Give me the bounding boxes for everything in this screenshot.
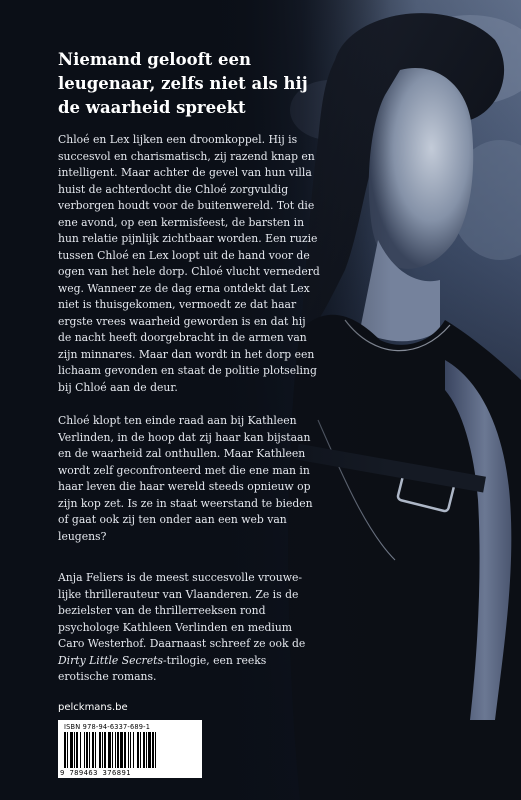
author-bio — [58, 570, 320, 686]
barcode-bar — [76, 732, 78, 768]
barcode-bar — [95, 732, 96, 768]
barcode-bar — [74, 732, 75, 768]
barcode-bar — [80, 732, 81, 768]
barcode-bar — [124, 732, 126, 768]
barcode-bar — [115, 732, 116, 768]
barcode-bar — [70, 732, 73, 768]
barcode-bar — [99, 732, 101, 768]
synopsis-paragraph-1: Chloé en Lex lijken een droomkoppel. Hij is succesvol en charismatisch, zij razend knap en intelligent. Maar achter de gevel van hun villa huist de achterdocht die Chloé zorgvuldig verborgen houdt voor de buitenwereld. Tot die ene avond, op een kermisfeest, de barsten in hun relatie pijnlijk zichtbaar worden. Een ruzie tussen Chloé en Lex loopt uit de hand voor de ogen van het hele dorp. Chloé vlucht vernederd weg. Wanneer ze de dag erna ontdekt dat Lex niet is thuisgekomen, vermoedt ze dat haar ergste vrees waarheid geworden is en dat hij de nacht heeft doorgebracht in de armen van zijn minnares. Maar dan wordt in het dorp een lichaam gevonden en staat de politie plotseling bij Chloé aan de deur. — [58, 133, 320, 394]
barcode-bar — [133, 732, 134, 768]
barcode-bar — [140, 732, 141, 768]
barcode-bar — [130, 732, 131, 768]
barcode-bar — [137, 732, 139, 768]
publisher-url: pelckmans.be — [58, 702, 128, 713]
barcode-bar — [143, 732, 145, 768]
author-bio-text-end: -trilogie, een reeks erotische romans. — [58, 653, 267, 683]
barcode-bar — [152, 732, 154, 768]
barcode-bar — [92, 732, 94, 768]
barcode-digits: 9 789463 376891 — [60, 768, 131, 777]
barcode-bar — [128, 732, 129, 768]
barcode-bar — [155, 732, 156, 768]
series-title: Dirty Little Secrets — [58, 653, 163, 667]
barcode-bar — [146, 732, 147, 768]
barcode-bar — [148, 732, 151, 768]
barcode-bar — [86, 732, 88, 768]
barcode-bar — [120, 732, 123, 768]
isbn-label: ISBN 978-94-6337-689-1 — [64, 723, 151, 731]
barcode-bar — [104, 732, 106, 768]
barcode-bars — [64, 732, 196, 768]
barcode-bar — [117, 732, 119, 768]
tagline-title: Niemand gelooft een leugenaar, zelfs niet als hij de waarheid spreekt — [58, 50, 308, 117]
barcode-bar — [84, 732, 85, 768]
barcode-bar — [89, 732, 90, 768]
isbn-barcode — [58, 720, 202, 778]
barcode-bar — [67, 732, 68, 768]
barcode-bar — [102, 732, 103, 768]
synopsis-paragraph-2: Chloé klopt ten einde raad aan bij Kathleen Verlinden, in de hoop dat zij haar kan bijstaan en de waarheid zal onthullen. Maar Kathleen wordt zelf geconfronteerd met die ene man in haar leven die haar wereld steeds opnieuw op zijn kop zet. Is ze in staat weerstand te bieden of gaat ook zij ten onder aan een web van leugens? — [58, 414, 313, 543]
author-bio-text: Anja Feliers is de meest succesvolle vrouwelijke thrillerauteur van Vlaanderen. Ze is de bezielster van de thrillerreeksen rond psychologe Kathleen Verlinden en medium Caro Westerhof. Daarnaast schreef ze ook de — [58, 571, 306, 650]
barcode-bar — [112, 732, 113, 768]
barcode-bar — [108, 732, 111, 768]
barcode-bar — [64, 732, 66, 768]
